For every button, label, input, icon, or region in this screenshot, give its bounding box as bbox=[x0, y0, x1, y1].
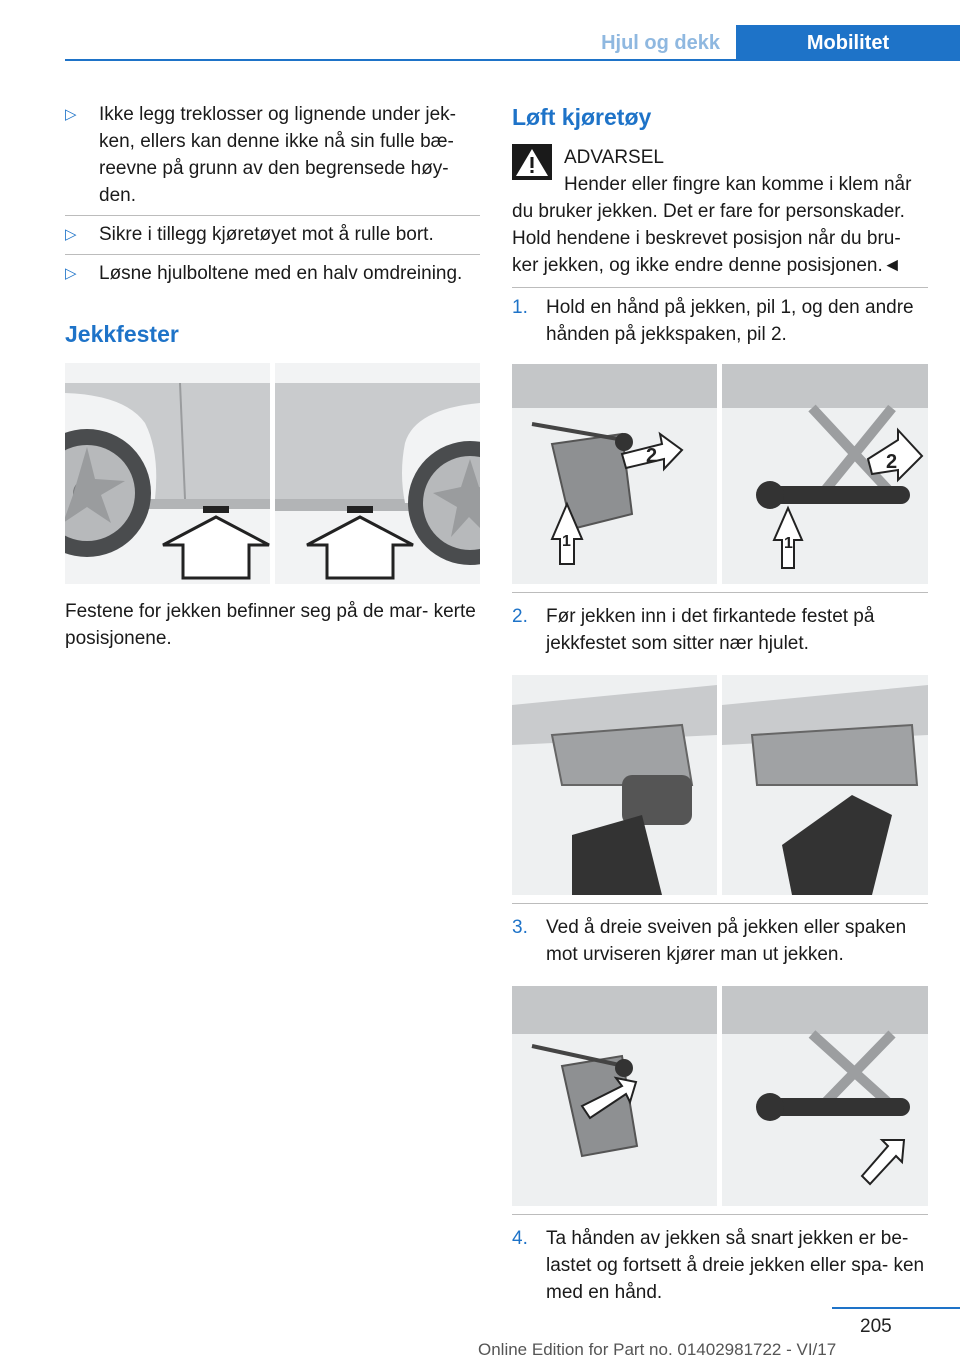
precaution-list bbox=[65, 96, 480, 293]
lifting-steps bbox=[512, 593, 928, 661]
warning-label: ADVARSEL bbox=[564, 147, 664, 168]
footer-rule bbox=[832, 1307, 960, 1309]
arrow-label-1: 1 bbox=[784, 535, 793, 552]
step-3: 3. Ved å dreie sveiven på jekken eller spaken mot urviseren kjører man ut jekken. bbox=[512, 917, 907, 965]
jack-hand-position-figure bbox=[512, 364, 928, 584]
lifting-steps bbox=[512, 288, 928, 352]
step-2: 2. Før jekken inn i det firkantede festet på jekkfestet som sitter nær hjulet. bbox=[512, 606, 875, 654]
right-column bbox=[512, 96, 928, 1310]
section-tab: Mobilitet bbox=[736, 25, 960, 61]
page-header bbox=[65, 25, 960, 61]
lifting-steps bbox=[512, 1215, 928, 1310]
list-item: ▷ Løsne hjulboltene med en halv omdreining. bbox=[65, 254, 480, 293]
header-rule bbox=[65, 59, 960, 61]
step-4: 4. Ta hånden av jekken så snart jekken er be- lastet og fortsett å dreie jekken eller spa- ken med en hånd. bbox=[512, 1228, 925, 1303]
warning-block bbox=[512, 144, 928, 279]
triangle-bullet-icon: ▷ bbox=[65, 265, 77, 282]
jack-points-figure bbox=[65, 363, 480, 584]
arrow-label-1: 1 bbox=[562, 533, 571, 550]
arrow-label-2: 2 bbox=[886, 451, 898, 473]
triangle-bullet-icon: ▷ bbox=[65, 106, 77, 123]
section-heading-jack-points: Jekkfester bbox=[65, 321, 179, 347]
list-item: ▷ Sikre i tillegg kjøretøyet mot å rulle bort. bbox=[65, 215, 480, 254]
section-heading-lift-vehicle: Løft kjøretøy bbox=[512, 104, 652, 130]
left-column bbox=[65, 96, 480, 652]
warning-text: Hender eller fingre kan komme i klem når du bruker jekken. Det er fare for personskader. Hold hendene i beskrevet posisjon når du bru- ker jekken, og ikke endre denne posisjonen.◄ bbox=[512, 174, 912, 276]
lifting-steps bbox=[512, 904, 928, 972]
jack-points-caption: Festene for jekken befinner seg på de mar- kerte posisjonene. bbox=[65, 601, 476, 649]
warning-triangle-icon bbox=[512, 144, 552, 180]
page-number: 205 bbox=[860, 1316, 892, 1337]
jack-seating-figure bbox=[512, 675, 928, 895]
triangle-bullet-icon: ▷ bbox=[65, 226, 77, 243]
edition-note: Online Edition for Part no. 01402981722 - VI/17 bbox=[478, 1340, 837, 1359]
step-1: 1. Hold en hånd på jekken, pil 1, og den andre hånden på jekkspaken, pil 2. bbox=[512, 297, 914, 345]
list-item: ▷ Ikke legg treklosser og lignende under jek- ken, ellers kan denne ikke nå sin fulle bæ- reevne på grunn av den begrensede høy- den. bbox=[65, 96, 480, 215]
jack-cranking-figure bbox=[512, 986, 928, 1206]
arrow-label-2: 2 bbox=[646, 445, 658, 467]
chapter-tab: Hjul og dekk bbox=[601, 32, 720, 54]
